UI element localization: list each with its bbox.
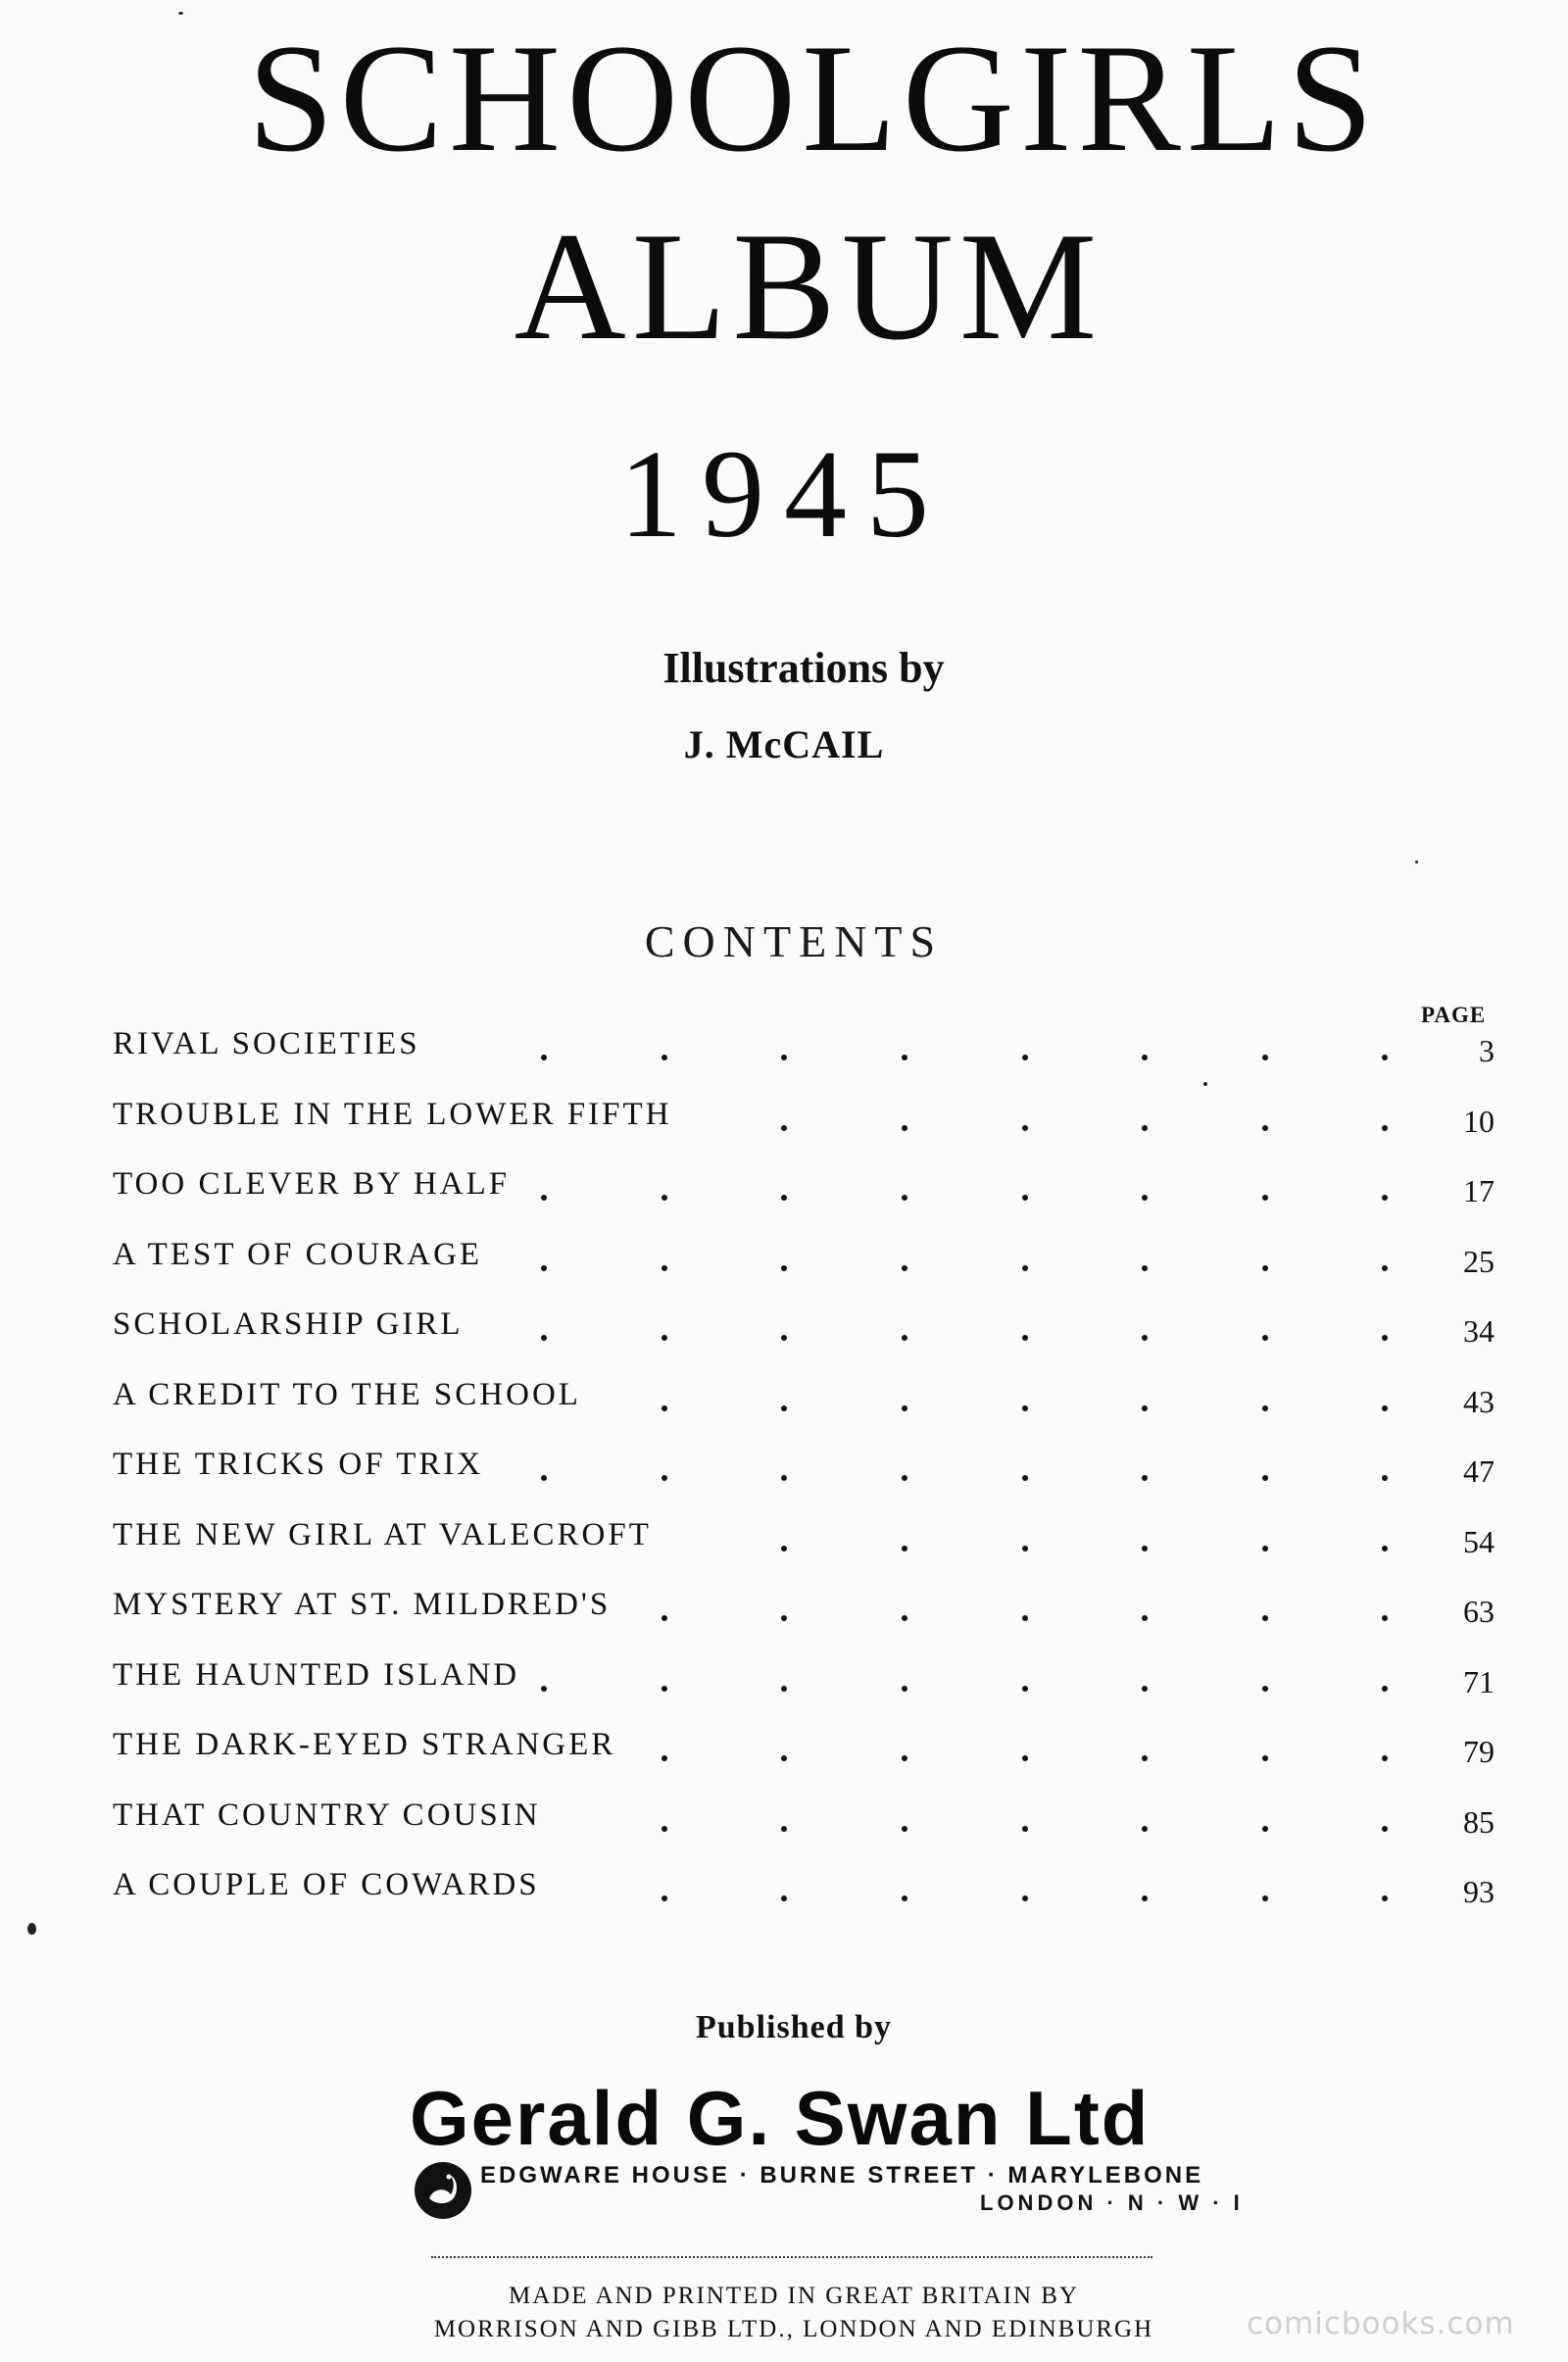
- leader-dot: [1382, 1195, 1388, 1201]
- ink-speck: [1415, 861, 1418, 863]
- leader-dot: [662, 1615, 667, 1621]
- leader-dot: [1142, 1686, 1148, 1692]
- leader-dot: [781, 1475, 787, 1481]
- leader-dot: [1022, 1826, 1028, 1832]
- contents-row-page: 93: [1463, 1874, 1494, 1909]
- publisher-address-line-2: LONDON · N · W · I: [980, 2190, 1244, 2215]
- leader-dot: [902, 1195, 907, 1201]
- contents-row: [113, 1440, 1494, 1487]
- leader-dot: [1382, 1125, 1388, 1131]
- leader-dot: [1022, 1405, 1028, 1411]
- contents-row-page: 47: [1463, 1453, 1494, 1489]
- leader-dot: [1382, 1826, 1388, 1832]
- contents-row-leader-dots: [113, 1400, 1494, 1411]
- leader-dot: [1142, 1405, 1148, 1411]
- leader-dot: [1022, 1055, 1028, 1060]
- contents-row-leader-dots: [113, 1119, 1494, 1131]
- contents-heading: CONTENTS: [644, 916, 944, 966]
- leader-dot: [662, 1895, 667, 1901]
- contents-row-leader-dots: [113, 1680, 1494, 1692]
- leader-dot: [1262, 1686, 1268, 1692]
- leader-dot: [1382, 1475, 1388, 1481]
- contents-row-leader-dots: [113, 1540, 1494, 1551]
- leader-dot: [1022, 1755, 1028, 1761]
- leader-dot: [1022, 1615, 1028, 1621]
- leader-dot: [1262, 1615, 1268, 1621]
- contents-row: [113, 1019, 1494, 1066]
- leader-dot: [781, 1546, 787, 1551]
- leader-dot: [1382, 1686, 1388, 1692]
- leader-dot: [781, 1125, 787, 1131]
- contents-row: [113, 1510, 1494, 1557]
- leader-dot: [1382, 1405, 1388, 1411]
- leader-dot: [1262, 1826, 1268, 1832]
- leader-dot: [541, 1475, 547, 1481]
- contents-row: [113, 1650, 1494, 1698]
- publisher-name: Gerald G. Swan Ltd: [410, 2075, 1151, 2161]
- contents-row: [113, 1090, 1494, 1137]
- contents-row-leader-dots: [113, 1469, 1494, 1481]
- leader-dot: [1382, 1546, 1388, 1551]
- leader-dot: [781, 1755, 787, 1761]
- illustrations-label: Illustrations by: [662, 644, 945, 692]
- contents-row-page: 3: [1479, 1033, 1494, 1068]
- contents-row-title: RIVAL SOCIETIES: [113, 1026, 420, 1061]
- printer-line-2: MORRISON AND GIBB LTD., LONDON AND EDINBURGH: [433, 2316, 1154, 2342]
- leader-dot: [781, 1615, 787, 1621]
- leader-dot: [1262, 1755, 1268, 1761]
- leader-dot: [1022, 1335, 1028, 1341]
- leader-dot: [1382, 1615, 1388, 1621]
- leader-dot: [902, 1686, 907, 1692]
- contents-row-leader-dots: [113, 1890, 1494, 1901]
- leader-dot: [662, 1686, 667, 1692]
- leader-dot: [662, 1335, 667, 1341]
- contents-row: [113, 1230, 1494, 1277]
- ink-speck: [1203, 1082, 1207, 1086]
- contents-row-page: 10: [1463, 1103, 1494, 1139]
- contents-row: [113, 1791, 1494, 1838]
- leader-dot: [662, 1265, 667, 1271]
- publisher-address-line-1: EDGWARE HOUSE · BURNE STREET · MARYLEBONE: [480, 2162, 1204, 2189]
- contents-row-leader-dots: [113, 1259, 1494, 1271]
- leader-dot: [662, 1055, 667, 1060]
- leader-dot: [902, 1405, 907, 1411]
- title-line-2: ALBUM: [514, 201, 1103, 372]
- contents-row-page: 63: [1463, 1594, 1494, 1629]
- leader-dot: [1382, 1895, 1388, 1901]
- leader-dot: [902, 1055, 907, 1060]
- printer-line-1: MADE AND PRINTED IN GREAT BRITAIN BY: [508, 2283, 1080, 2309]
- leader-dot: [781, 1195, 787, 1201]
- leader-dot: [541, 1265, 547, 1271]
- leader-dot: [1382, 1055, 1388, 1060]
- leader-dot: [541, 1055, 547, 1060]
- contents-row-title: THE TRICKS OF TRIX: [113, 1447, 484, 1482]
- leader-dot: [902, 1265, 907, 1271]
- contents-row: [113, 1860, 1494, 1907]
- contents-row: [113, 1370, 1494, 1417]
- leader-dot: [1262, 1475, 1268, 1481]
- contents-row-leader-dots: [113, 1609, 1494, 1621]
- leader-dot: [1142, 1826, 1148, 1832]
- leader-dot: [1142, 1125, 1148, 1131]
- contents-row-leader-dots: [113, 1329, 1494, 1341]
- leader-dot: [781, 1335, 787, 1341]
- contents-row: [113, 1300, 1494, 1347]
- leader-dot: [1382, 1265, 1388, 1271]
- leader-dot: [541, 1195, 547, 1201]
- leader-dot: [1142, 1335, 1148, 1341]
- contents-row-title: THE NEW GIRL AT VALECROFT: [113, 1516, 652, 1552]
- leader-dot: [662, 1755, 667, 1761]
- contents-row-title: THE HAUNTED ISLAND: [113, 1656, 520, 1693]
- leader-dot: [1262, 1546, 1268, 1551]
- leader-dot: [1142, 1615, 1148, 1621]
- contents-row-leader-dots: [113, 1820, 1494, 1832]
- contents-row-page: 54: [1463, 1523, 1494, 1559]
- contents-row-title: A TEST OF COURAGE: [113, 1236, 483, 1272]
- leader-dot: [1022, 1265, 1028, 1271]
- leader-dot: [1382, 1755, 1388, 1761]
- leader-dot: [1022, 1686, 1028, 1692]
- leader-dot: [1142, 1546, 1148, 1551]
- leader-dot: [1262, 1055, 1268, 1060]
- leader-dot: [1382, 1335, 1388, 1341]
- leader-dot: [781, 1895, 787, 1901]
- leader-dot: [1142, 1055, 1148, 1060]
- contents-row-page: 17: [1463, 1173, 1494, 1208]
- contents-row: [113, 1580, 1494, 1627]
- leader-dot: [781, 1055, 787, 1060]
- contents-row-title: TOO CLEVER BY HALF: [113, 1166, 511, 1202]
- leader-dot: [781, 1686, 787, 1692]
- leader-dot: [1142, 1475, 1148, 1481]
- leader-dot: [1142, 1195, 1148, 1201]
- contents-row-title: A COUPLE OF COWARDS: [113, 1867, 540, 1902]
- leader-dot: [902, 1826, 907, 1832]
- watermark: comicbooks.com: [1247, 2306, 1515, 2341]
- contents-row-page: 85: [1463, 1803, 1494, 1840]
- contents-row-leader-dots: [113, 1749, 1494, 1761]
- leader-dot: [902, 1755, 907, 1761]
- contents-row-page: 43: [1463, 1383, 1494, 1419]
- leader-dot: [902, 1475, 907, 1481]
- contents-row-title: A CREDIT TO THE SCHOOL: [113, 1376, 581, 1412]
- leader-dot: [1142, 1895, 1148, 1901]
- contents-row-title: MYSTERY AT ST. MILDRED'S: [113, 1587, 612, 1622]
- leader-dot: [1142, 1265, 1148, 1271]
- leader-dot: [662, 1826, 667, 1832]
- leader-dot: [662, 1195, 667, 1201]
- year: 1945: [619, 424, 949, 564]
- leader-dot: [1262, 1895, 1268, 1901]
- contents-row-title: SCHOLARSHIP GIRL: [113, 1306, 464, 1342]
- title-line-1: SCHOOLGIRLS: [247, 13, 1380, 184]
- leader-dot: [781, 1826, 787, 1832]
- swan-emblem-icon: [412, 2159, 474, 2222]
- leader-dot: [1262, 1265, 1268, 1271]
- leader-dot: [1022, 1546, 1028, 1551]
- page-column-label: PAGE: [1421, 1003, 1487, 1027]
- leader-dot: [662, 1475, 667, 1481]
- leader-dot: [541, 1686, 547, 1692]
- leader-dot: [902, 1335, 907, 1341]
- divider-rule: [431, 2256, 1152, 2258]
- leader-dot: [902, 1546, 907, 1551]
- leader-dot: [662, 1405, 667, 1411]
- contents-row-page: 71: [1463, 1663, 1494, 1699]
- contents-row-title: TROUBLE IN THE LOWER FIFTH: [113, 1096, 672, 1132]
- leader-dot: [902, 1615, 907, 1621]
- contents-row-title: THE DARK-EYED STRANGER: [113, 1727, 616, 1762]
- contents-row: [113, 1159, 1494, 1206]
- contents-row-title: THAT COUNTRY COUSIN: [113, 1796, 541, 1833]
- illustrator-name: J. McCAIL: [683, 722, 885, 766]
- leader-dot: [902, 1125, 907, 1131]
- leader-dot: [1142, 1755, 1148, 1761]
- contents-row-leader-dots: [113, 1189, 1494, 1201]
- leader-dot: [1262, 1335, 1268, 1341]
- ink-speck: [27, 1923, 36, 1935]
- contents-row-page: 25: [1463, 1243, 1494, 1279]
- leader-dot: [902, 1895, 907, 1901]
- leader-dot: [1022, 1195, 1028, 1201]
- leader-dot: [1262, 1125, 1268, 1131]
- leader-dot: [1262, 1195, 1268, 1201]
- leader-dot: [781, 1405, 787, 1411]
- leader-dot: [1022, 1475, 1028, 1481]
- leader-dot: [781, 1265, 787, 1271]
- leader-dot: [1262, 1405, 1268, 1411]
- published-by-label: Published by: [695, 2009, 893, 2045]
- leader-dot: [541, 1335, 547, 1341]
- ink-speck: [178, 12, 183, 15]
- contents-row-page: 79: [1463, 1734, 1494, 1769]
- contents-row-leader-dots: [113, 1049, 1494, 1060]
- contents-row: [113, 1720, 1494, 1767]
- contents-row-page: 34: [1463, 1313, 1494, 1349]
- leader-dot: [1022, 1125, 1028, 1131]
- leader-dot: [1022, 1895, 1028, 1901]
